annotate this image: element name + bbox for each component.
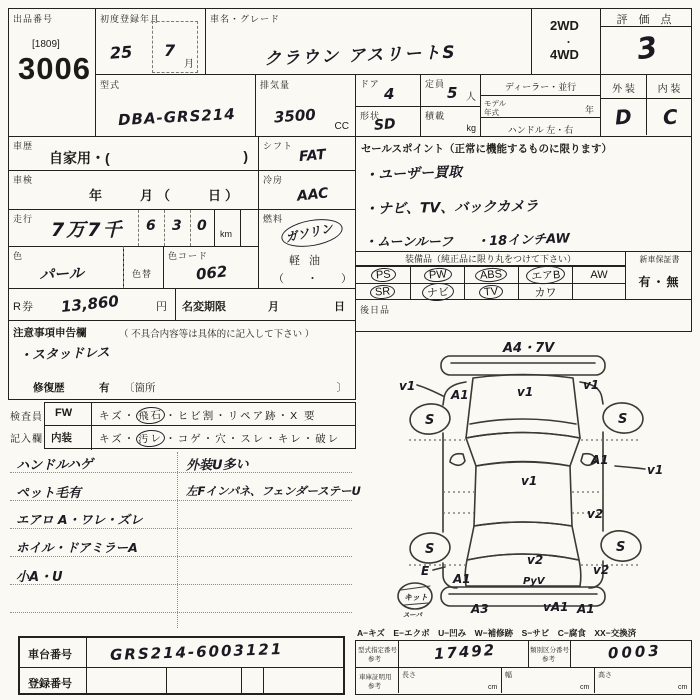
sales-line-2: ・ナビ、TV、バックカメラ: [363, 198, 539, 218]
inspection-text: 年 月（ 日）: [89, 188, 243, 203]
damage-mark: A1: [453, 572, 471, 586]
fuel-alt: 軽 油: [289, 255, 324, 267]
type-code-sub: 参考: [368, 656, 381, 663]
garage-sub: 参考: [368, 683, 381, 690]
equipment-item: PW: [423, 267, 452, 283]
capacity-value: 5: [447, 84, 458, 102]
equipment-item: エアB: [525, 265, 566, 286]
memo-right-1: 外装U多い: [185, 457, 249, 474]
damage-diagram: [355, 332, 692, 625]
shape-value: SD: [373, 116, 397, 134]
interior-row-label: 内装: [51, 432, 72, 444]
wheel-mark: S: [425, 413, 435, 428]
shift-value: FAT: [298, 146, 327, 166]
repair-close: 〕: [336, 382, 347, 394]
capacity-unit: 人: [466, 92, 476, 103]
fuel-circle: [279, 215, 345, 251]
ref-col-divider: [398, 641, 399, 693]
damage-mark: v1: [647, 463, 664, 477]
notes-box: [8, 320, 356, 400]
score-box: [600, 8, 692, 75]
damage-mark: v1: [517, 385, 534, 399]
equipment-item: TV: [479, 284, 504, 300]
fuel-value: ガソリン: [284, 221, 335, 245]
ref-col-divider: [594, 667, 595, 693]
fuel-box: [258, 209, 356, 289]
chassis-row-divider: [20, 667, 343, 668]
interior-items: [99, 430, 340, 447]
recycle-value: 13,860: [60, 292, 120, 316]
equipment-item: AW: [590, 269, 608, 281]
diagram-front-label: A4・7V: [503, 341, 555, 356]
month-unit: 月: [184, 59, 194, 70]
warranty-value: 有・無: [638, 275, 681, 289]
wheel-mark: S: [618, 412, 628, 427]
height-label: 高さ: [598, 672, 612, 679]
ext-header: 外 装: [601, 75, 647, 99]
sales-line-3a: ・ムーンルーフ: [364, 235, 454, 250]
equipment-cell: [356, 283, 410, 299]
damage-mark: PyV: [523, 576, 545, 587]
history-label: 車歴: [13, 141, 34, 151]
damage-mark: A1: [451, 388, 469, 402]
chassis-label: 車台番号: [28, 649, 72, 661]
repair-value: 有: [99, 382, 110, 394]
shape-box: [355, 106, 421, 137]
cooling-value: AAC: [296, 185, 330, 205]
fw-divider: [91, 403, 92, 450]
length-label: 長さ: [402, 672, 416, 679]
mileage-unit: km: [220, 229, 232, 239]
equipment-item: PS: [370, 267, 396, 283]
chassis-label-divider: [86, 638, 87, 693]
roof-panel: [474, 462, 572, 526]
mileage-end-cell: [240, 210, 241, 246]
repair-label: 修復歴: [33, 382, 65, 394]
drive-type-box: [531, 8, 601, 75]
later-items-box: [355, 299, 692, 332]
color-label: 色: [13, 251, 24, 261]
class-code-sub: 参考: [542, 656, 555, 663]
memo-divider: [177, 452, 178, 628]
capacity-label: 定員: [425, 79, 446, 89]
door-box: [355, 74, 421, 107]
model-code-box: [95, 74, 256, 137]
damage-mark: v2: [527, 553, 544, 567]
equipment-cell: [464, 266, 518, 283]
fuel-label: 燃料: [263, 214, 284, 224]
color-code-box: [163, 246, 259, 289]
inspection-box: [8, 170, 259, 210]
type-code-value: 17492: [433, 640, 497, 664]
equipment-item: SR: [370, 284, 396, 300]
mileage-label: 走行: [13, 214, 34, 224]
length-unit: cm: [488, 684, 498, 691]
damage-mark: v1: [583, 378, 600, 392]
width-unit: cm: [580, 684, 590, 691]
sales-label: セールスポイント（正常に機能するものに限ります）: [361, 143, 613, 155]
callout-line-right: [615, 466, 645, 469]
interior-post: ・コゲ・穴・スレ・キレ・破レ: [165, 433, 341, 445]
color-code-label: 色コード: [168, 251, 209, 261]
lot-number-box: [8, 8, 96, 137]
equipment-cell: [518, 283, 572, 299]
equipment-cell: [518, 266, 572, 283]
color-code-value: 062: [195, 262, 229, 284]
history-close: ): [243, 148, 248, 164]
damage-mark: vA1: [543, 600, 569, 614]
damage-legend: A−キズ E−エクボ U−凹み W−補修跡 S−サビ C−腐食 XX−交換済: [357, 628, 637, 638]
equipment-cell: [464, 283, 518, 299]
inspector-label-2: 記入欄: [10, 434, 43, 445]
rename-deadline-box: [175, 288, 356, 321]
equipment-cell: [572, 266, 625, 283]
mileage-box: [8, 209, 259, 247]
class-code-label: 類別区分番号: [530, 647, 569, 654]
shift-label: シフト: [263, 141, 294, 151]
notes-line1: ・スタッドレス: [18, 345, 110, 364]
int-header: 内 装: [647, 75, 691, 99]
lot-number: 3006: [18, 51, 91, 86]
windshield: [466, 433, 580, 467]
recycle-unit: 円: [156, 301, 167, 313]
equipment-item: ABS: [475, 267, 508, 283]
damage-mark: v2: [593, 563, 610, 577]
score-value: 3: [634, 29, 660, 67]
first-reg-year: 25: [109, 42, 133, 63]
ref-col-divider: [570, 641, 571, 667]
model-label: 型式: [100, 80, 121, 90]
fw-circled-item: 飛石: [136, 406, 166, 425]
stamp-text: キット: [404, 593, 428, 602]
chassis-value: GRS214-6003121: [109, 639, 284, 665]
front-bumper: [441, 356, 605, 375]
interior-pre: キズ・: [99, 433, 137, 445]
wheel-mark: S: [616, 540, 626, 555]
mileage-digit-3: 0: [197, 218, 207, 234]
recycle-label: R券: [13, 301, 34, 313]
history-value: 自家用・(: [49, 150, 110, 166]
recycle-ticket-box: [8, 288, 176, 321]
damage-mark: v1: [399, 379, 416, 393]
memo-rule: [10, 556, 352, 557]
fw-post: ・ヒビ割・リペア跡・X 要: [165, 410, 317, 422]
first-reg-label: 初度登録年月: [100, 14, 161, 24]
handle-row: ハンドル 左・右: [481, 117, 600, 138]
garage-label: 車庫証明用: [359, 674, 392, 681]
displacement-box: [255, 74, 356, 137]
equipment-cell: [572, 283, 625, 299]
rename-day: 日: [334, 301, 345, 313]
damage-mark: v1: [521, 474, 538, 488]
inspection-label: 車検: [13, 175, 34, 185]
color-value: パール: [38, 263, 85, 285]
car-name-box: [205, 8, 532, 75]
color-box: [8, 246, 124, 289]
rename-month: 月: [268, 301, 279, 313]
car-name-label: 車名・グレード: [210, 14, 281, 24]
damage-mark: A1: [577, 602, 595, 616]
later-items-label: 後日品: [360, 305, 391, 315]
mileage-digit-1: 6: [146, 218, 156, 234]
callout-line-left: [417, 385, 443, 396]
registration-cell-divider: [241, 667, 242, 693]
type-code-label: 型式指定番号: [358, 647, 397, 654]
dealer-row: ディーラー・並行: [481, 75, 600, 96]
load-box: [420, 106, 481, 137]
drive-2wd: 2WD: [550, 18, 579, 33]
sales-line-1: ・ユーザー買取: [363, 164, 463, 184]
memo-left-2: ペット毛有: [16, 486, 82, 501]
reference-table: [355, 640, 692, 695]
equipment-cell: [410, 266, 464, 283]
modelyear-label2: 年式: [484, 108, 499, 117]
displacement-unit: CC: [334, 121, 349, 132]
warranty-label: 新車保証書: [639, 255, 680, 264]
rename-label: 名変期限: [182, 301, 226, 313]
equipment-box: [355, 251, 692, 300]
color-change-label: 色替: [132, 269, 153, 279]
class-code-value: 0003: [607, 641, 663, 663]
inspector-label-1: 検査員: [10, 412, 43, 423]
wheel-mark: S: [425, 542, 435, 557]
fw-pre: キズ・: [99, 410, 137, 422]
km-cell: [214, 210, 240, 246]
grade-divider: [646, 99, 647, 135]
drive-dot: ・: [563, 37, 574, 49]
equipment-item: ナビ: [421, 281, 454, 301]
interior-grade: C: [662, 104, 679, 130]
damage-mark: v2: [587, 507, 604, 521]
memo-left-5: 小A・U: [16, 570, 63, 585]
shift-box: [258, 136, 356, 171]
drive-4wd: 4WD: [550, 47, 579, 62]
damage-mark: A3: [471, 602, 489, 616]
lot-label: 出品番号: [13, 14, 54, 24]
memo-left-3: エアロ A・ワレ・ズレ: [16, 512, 143, 527]
registration-cell-divider: [166, 667, 167, 693]
door-value: 4: [384, 85, 395, 103]
modelyear-label1: モデル: [484, 99, 507, 108]
load-label: 積載: [425, 111, 446, 121]
notes-label: 注意事項申告欄: [13, 327, 87, 339]
shape-label: 形状: [360, 111, 381, 121]
fw-label: FW: [55, 407, 73, 419]
width-label: 幅: [505, 672, 512, 679]
inspector-box: [44, 402, 356, 449]
dealer-box: [480, 74, 601, 137]
color-change-box: [123, 246, 164, 289]
cooling-box: [258, 170, 356, 210]
repair-open: 〔箇所: [124, 382, 156, 394]
capacity-box: [420, 74, 481, 107]
door-label: ドア: [360, 79, 380, 89]
ref-col-divider: [501, 667, 502, 693]
equipment-cell: [356, 266, 410, 283]
ref-col-divider: [528, 641, 529, 667]
stamp-subtext: スーパ: [403, 611, 422, 619]
lot-bracket: [1809]: [32, 39, 60, 50]
ref-row-divider: [356, 667, 691, 668]
load-unit: kg: [466, 123, 476, 133]
exterior-grade: D: [614, 104, 633, 130]
notes-hint: （ 不具合内容等は具体的に記入して下さい ）: [119, 329, 315, 340]
chassis-table: [18, 636, 345, 695]
memo-left-1: ハンドルハゲ: [15, 457, 94, 474]
displacement-label: 排気量: [260, 80, 291, 90]
displacement-value: 3500: [273, 105, 317, 127]
memo-right-2: 左Fインパネ、フェンダーステーU: [186, 484, 361, 498]
registration-label: 登録番号: [28, 678, 72, 690]
sales-line-3b: ・18インチAW: [475, 231, 571, 250]
height-unit: cm: [678, 684, 688, 691]
interior-circled-item: 汚レ: [136, 429, 166, 448]
cooling-label: 冷房: [263, 175, 284, 185]
first-reg-month: 7: [164, 41, 176, 60]
damage-mark: E: [421, 564, 430, 578]
sales-points-box: [355, 136, 692, 252]
first-registration-box: [95, 8, 206, 75]
fuel-paren: （ ・ ）: [273, 273, 358, 285]
left-mirror: [450, 454, 465, 466]
score-header: 評 価 点: [601, 9, 691, 27]
registration-cell-divider: [263, 667, 264, 693]
model-value: DBA-GRS214: [117, 104, 237, 130]
car-name-value: クラウン アスリートS: [263, 42, 457, 70]
fw-items: [99, 407, 317, 424]
memo-rule: [10, 612, 352, 613]
damage-mark: A1: [591, 453, 609, 467]
history-box: [8, 136, 259, 171]
memo-left-4: ホイル・ドアミラーA: [16, 540, 138, 555]
grade-box: [600, 74, 692, 137]
modelyear-unit: 年: [584, 105, 594, 115]
memo-rule: [10, 528, 352, 529]
equipment-cell: [410, 283, 464, 299]
warranty-cell: [625, 252, 693, 299]
equipment-item: カワ: [534, 286, 557, 299]
mileage-value: 7万7千: [51, 219, 124, 241]
equipment-header: 装備品（純正品に限り丸をつけて下さい）: [356, 252, 625, 266]
mileage-digit-2: 3: [172, 218, 182, 234]
